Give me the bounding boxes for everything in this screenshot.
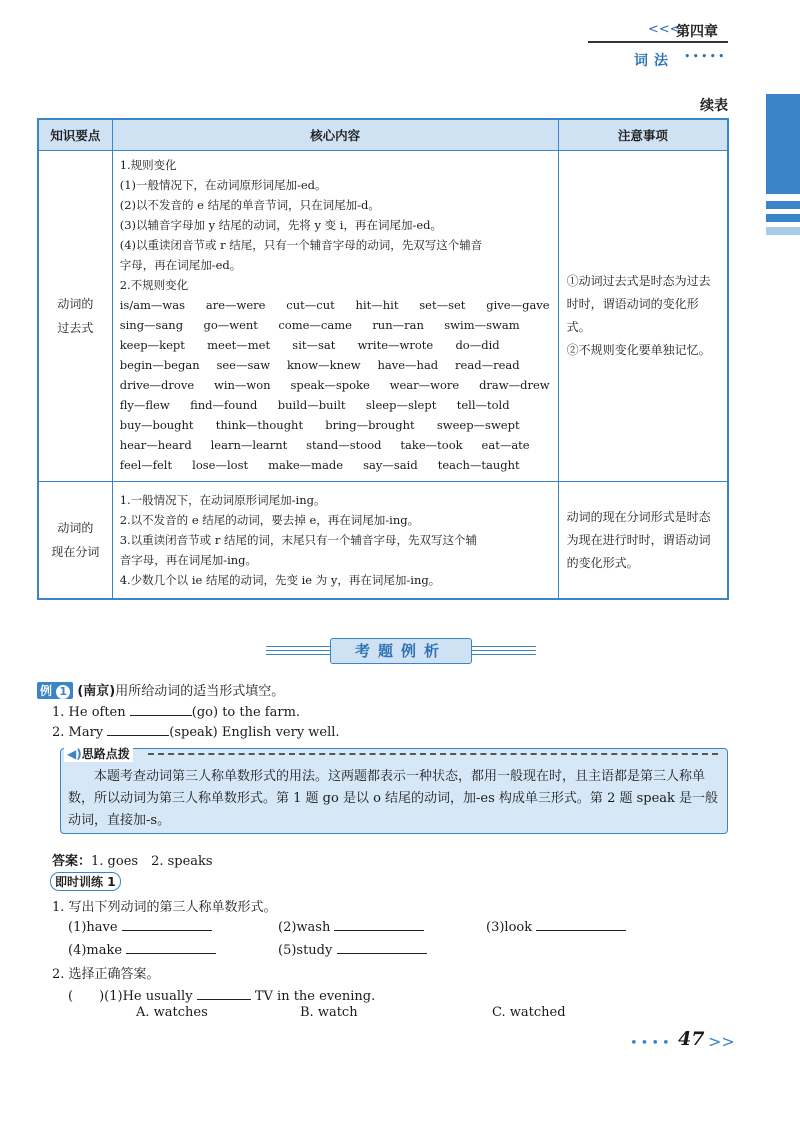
verb-pair: learn—learnt [210,438,288,452]
content-line: 3.以重读闭音节或 r 结尾的词，末尾只有一个辅音字母，先双写这个辅 [119,533,477,547]
example-heading [37,680,284,699]
answer-blank[interactable] [334,918,424,931]
header-content: 核心内容 [112,119,558,151]
example-source: (南京) [77,684,116,699]
verb-pair: build—built [277,398,346,412]
question-text: (go) to the farm. [191,705,301,720]
verb-row [120,435,550,455]
verb-pair: read—read [455,358,520,372]
topic-line: 现在分词 [51,545,100,559]
footer-dots: •••• [630,1036,673,1051]
example-question-2 [52,723,340,740]
verb-row [120,355,550,375]
verb-pair: sleep—slept [365,398,437,412]
header-notes: 注意事项 [558,119,728,151]
hint-label [64,745,133,762]
answer-blank[interactable] [122,918,212,931]
example-question-1 [52,703,300,720]
chapter-arrows: <<< [648,22,681,37]
section-name: 词法 [634,53,674,69]
verb-pair: meet—met [207,338,271,352]
item-label: (2)wash [278,920,331,935]
verb-row [120,315,550,335]
training-number: 1 [107,875,116,889]
verb-pair: run—ran [372,318,424,332]
training-badge-text: 即时训练 [55,875,104,889]
answer-paren[interactable]: ( ) [68,989,105,1004]
verb-pair: come—came [278,318,352,332]
verb-row [120,295,550,315]
side-tab-bar-1 [766,201,800,209]
side-tab-main [766,94,800,194]
verb-pair: sit—sat [292,338,336,352]
note-line: 动词的现在分词形式是时态为现在进行时时，谓语动词的变化形式。 [566,509,711,570]
section-title [266,636,536,666]
training-item-5 [278,941,427,958]
question-text: TV in the evening. [254,989,376,1004]
example-instruction: 用所给动词的适当形式填空。 [115,684,285,699]
verb-row [120,415,550,435]
verb-pair: draw—drew [479,378,550,392]
topic-line: 动词的 [57,297,94,311]
table-row-present-participle [38,482,728,600]
training-task-2: 2. 选择正确答案。 [52,967,160,982]
table-header-row [38,119,728,151]
verb-pair: find—found [190,398,258,412]
continued-label: 续表 [700,98,728,114]
hint-label-text: 思路点拨 [81,747,130,761]
content-cell [112,482,558,600]
verb-pair: drive—drove [119,378,195,392]
topic-cell [38,151,112,482]
answer-blank[interactable] [197,987,251,1000]
verb-pair: swim—swam [444,318,520,332]
header-dots: ••••• [684,50,727,63]
verb-pair: tell—told [456,398,510,412]
content-line: 2.不规则变化 [119,278,189,292]
answer-text: 1. goes 2. speaks [91,854,213,869]
chapter-title: 第四章 [676,24,718,40]
verb-pair: say—said [363,458,418,472]
verb-row [120,375,550,395]
training-item-3 [486,918,626,935]
content-line: 2.以不发音的 e 结尾的动词，要去掉 e，再在词尾加-ing。 [119,513,420,527]
header-rule [588,41,728,43]
hint-text: 本题考查动词第三人称单数形式的用法。这两题都表示一种状态，都用一般现在时，且主语都是第三人称单数，所以动词为第三人称单数形式。第 1 题 go 是以 o 结尾的动词，加-es 构成单三形式。第 2 题 speak 是一般动词，直接加-s。 [68,769,719,828]
page-number: 47 [678,1028,705,1050]
verb-pair: lose—lost [192,458,249,472]
verb-pair: sweep—swept [436,418,520,432]
content-line: (2)以不发音的 e 结尾的单音节词，只在词尾加-d。 [119,198,380,212]
notes-cell [558,482,728,600]
verb-pair: keep—kept [119,338,185,352]
verb-pair: cut—cut [286,298,335,312]
answer-blank[interactable] [536,918,626,931]
verb-pair: make—made [268,458,344,472]
content-line: (1)一般情况下，在动词原形词尾加-ed。 [119,178,327,192]
item-label: (1)have [68,920,118,935]
option-a[interactable]: A. watches [136,1005,208,1020]
side-tab-bar-2 [766,214,800,222]
training-item-4 [68,941,216,958]
question-text: 1. He often [52,705,126,720]
answer-blank[interactable] [337,941,427,954]
verb-row [120,455,550,475]
verb-pair: write—wrote [357,338,434,352]
verb-pair: see—saw [216,358,271,372]
content-line: (3)以辅音字母加 y 结尾的动词，先将 y 变 i，再在词尾加-ed。 [119,218,442,232]
training-heading [50,872,121,891]
content-line: 1.规则变化 [119,158,177,172]
training-badge [50,872,121,891]
notes-cell [558,151,728,482]
verb-pair: hit—hit [355,298,399,312]
verb-pair: bring—brought [325,418,415,432]
verb-pair: fly—flew [119,398,170,412]
option-b[interactable]: B. watch [300,1005,358,1020]
answer-line [52,850,213,869]
verb-pair: feel—felt [119,458,173,472]
question-text: 2. Mary [52,725,104,740]
content-line: 4.少数几个以 ie 结尾的动词，先变 ie 为 y，再在词尾加-ing。 [119,573,441,587]
topic-line: 过去式 [57,321,94,335]
verb-pair: have—had [377,358,439,372]
content-cell [112,151,558,482]
verb-pair: take—took [400,438,463,452]
item-label: (5)study [278,943,333,958]
header-topic: 知识要点 [38,119,112,151]
verb-pair: hear—heard [119,438,192,452]
verb-pair: win—won [213,378,271,392]
topic-cell [38,482,112,600]
item-label: (4)make [68,943,123,958]
answer-blank[interactable] [126,941,216,954]
verb-pair: are—were [205,298,266,312]
verb-pair: stand—stood [306,438,382,452]
item-label: (3)look [486,920,533,935]
verb-pair: set—set [419,298,466,312]
topic-line: 动词的 [57,521,94,535]
example-badge [37,682,73,699]
content-line: 字母，再在词尾加-ed。 [119,258,242,272]
verb-row [120,395,550,415]
verb-pair: begin—began [119,358,200,372]
verb-pair: give—gave [486,298,550,312]
option-c[interactable]: C. watched [492,1005,566,1020]
answer-blank[interactable] [107,723,169,736]
verb-pair: sing—sang [119,318,184,332]
verb-pair: know—knew [286,358,361,372]
verb-pair: speak—spoke [290,378,370,392]
knowledge-table [37,118,729,600]
verb-pair: think—thought [215,418,304,432]
table-row-past-tense [38,151,728,482]
note-line: ②不规则变化要单独记忆。 [566,343,711,357]
training-task-1: 1. 写出下列动词的第三人称单数形式。 [52,900,277,915]
example-number: 1 [56,685,70,699]
speaker-icon: ◀) [67,747,82,761]
content-line: 音字母，再在词尾加-ing。 [119,553,258,567]
note-line: ①动词过去式是时态为过去时时，谓语动词的变化形式。 [566,274,711,334]
question-text: (1)He usually [104,989,193,1004]
content-line: 1.一般情况下，在动词原形词尾加-ing。 [119,493,326,507]
verb-pair: teach—taught [437,458,520,472]
verb-pair: wear—wore [389,378,460,392]
verb-pair: go—went [203,318,258,332]
hint-dashed-rule [148,753,718,755]
section-title-text: 考题例析 [330,638,472,664]
example-badge-text: 例 [40,684,53,698]
training-item-1 [68,918,212,935]
verb-pair: eat—ate [481,438,530,452]
verb-pair: buy—bought [119,418,194,432]
question-text: (speak) English very well. [169,725,340,740]
answer-blank[interactable] [130,703,192,716]
next-arrow-icon: >> [708,1032,735,1051]
answer-label: 答案： [52,854,92,869]
verb-row [120,335,550,355]
training-item-2 [278,918,424,935]
choice-question [68,985,375,1004]
verb-pair: is/am—was [119,298,186,312]
side-tab-bar-3 [766,227,800,235]
content-line: (4)以重读闭音节或 r 结尾，只有一个辅音字母的动词，先双写这个辅音 [119,238,483,252]
verb-pair: do—did [455,338,500,352]
